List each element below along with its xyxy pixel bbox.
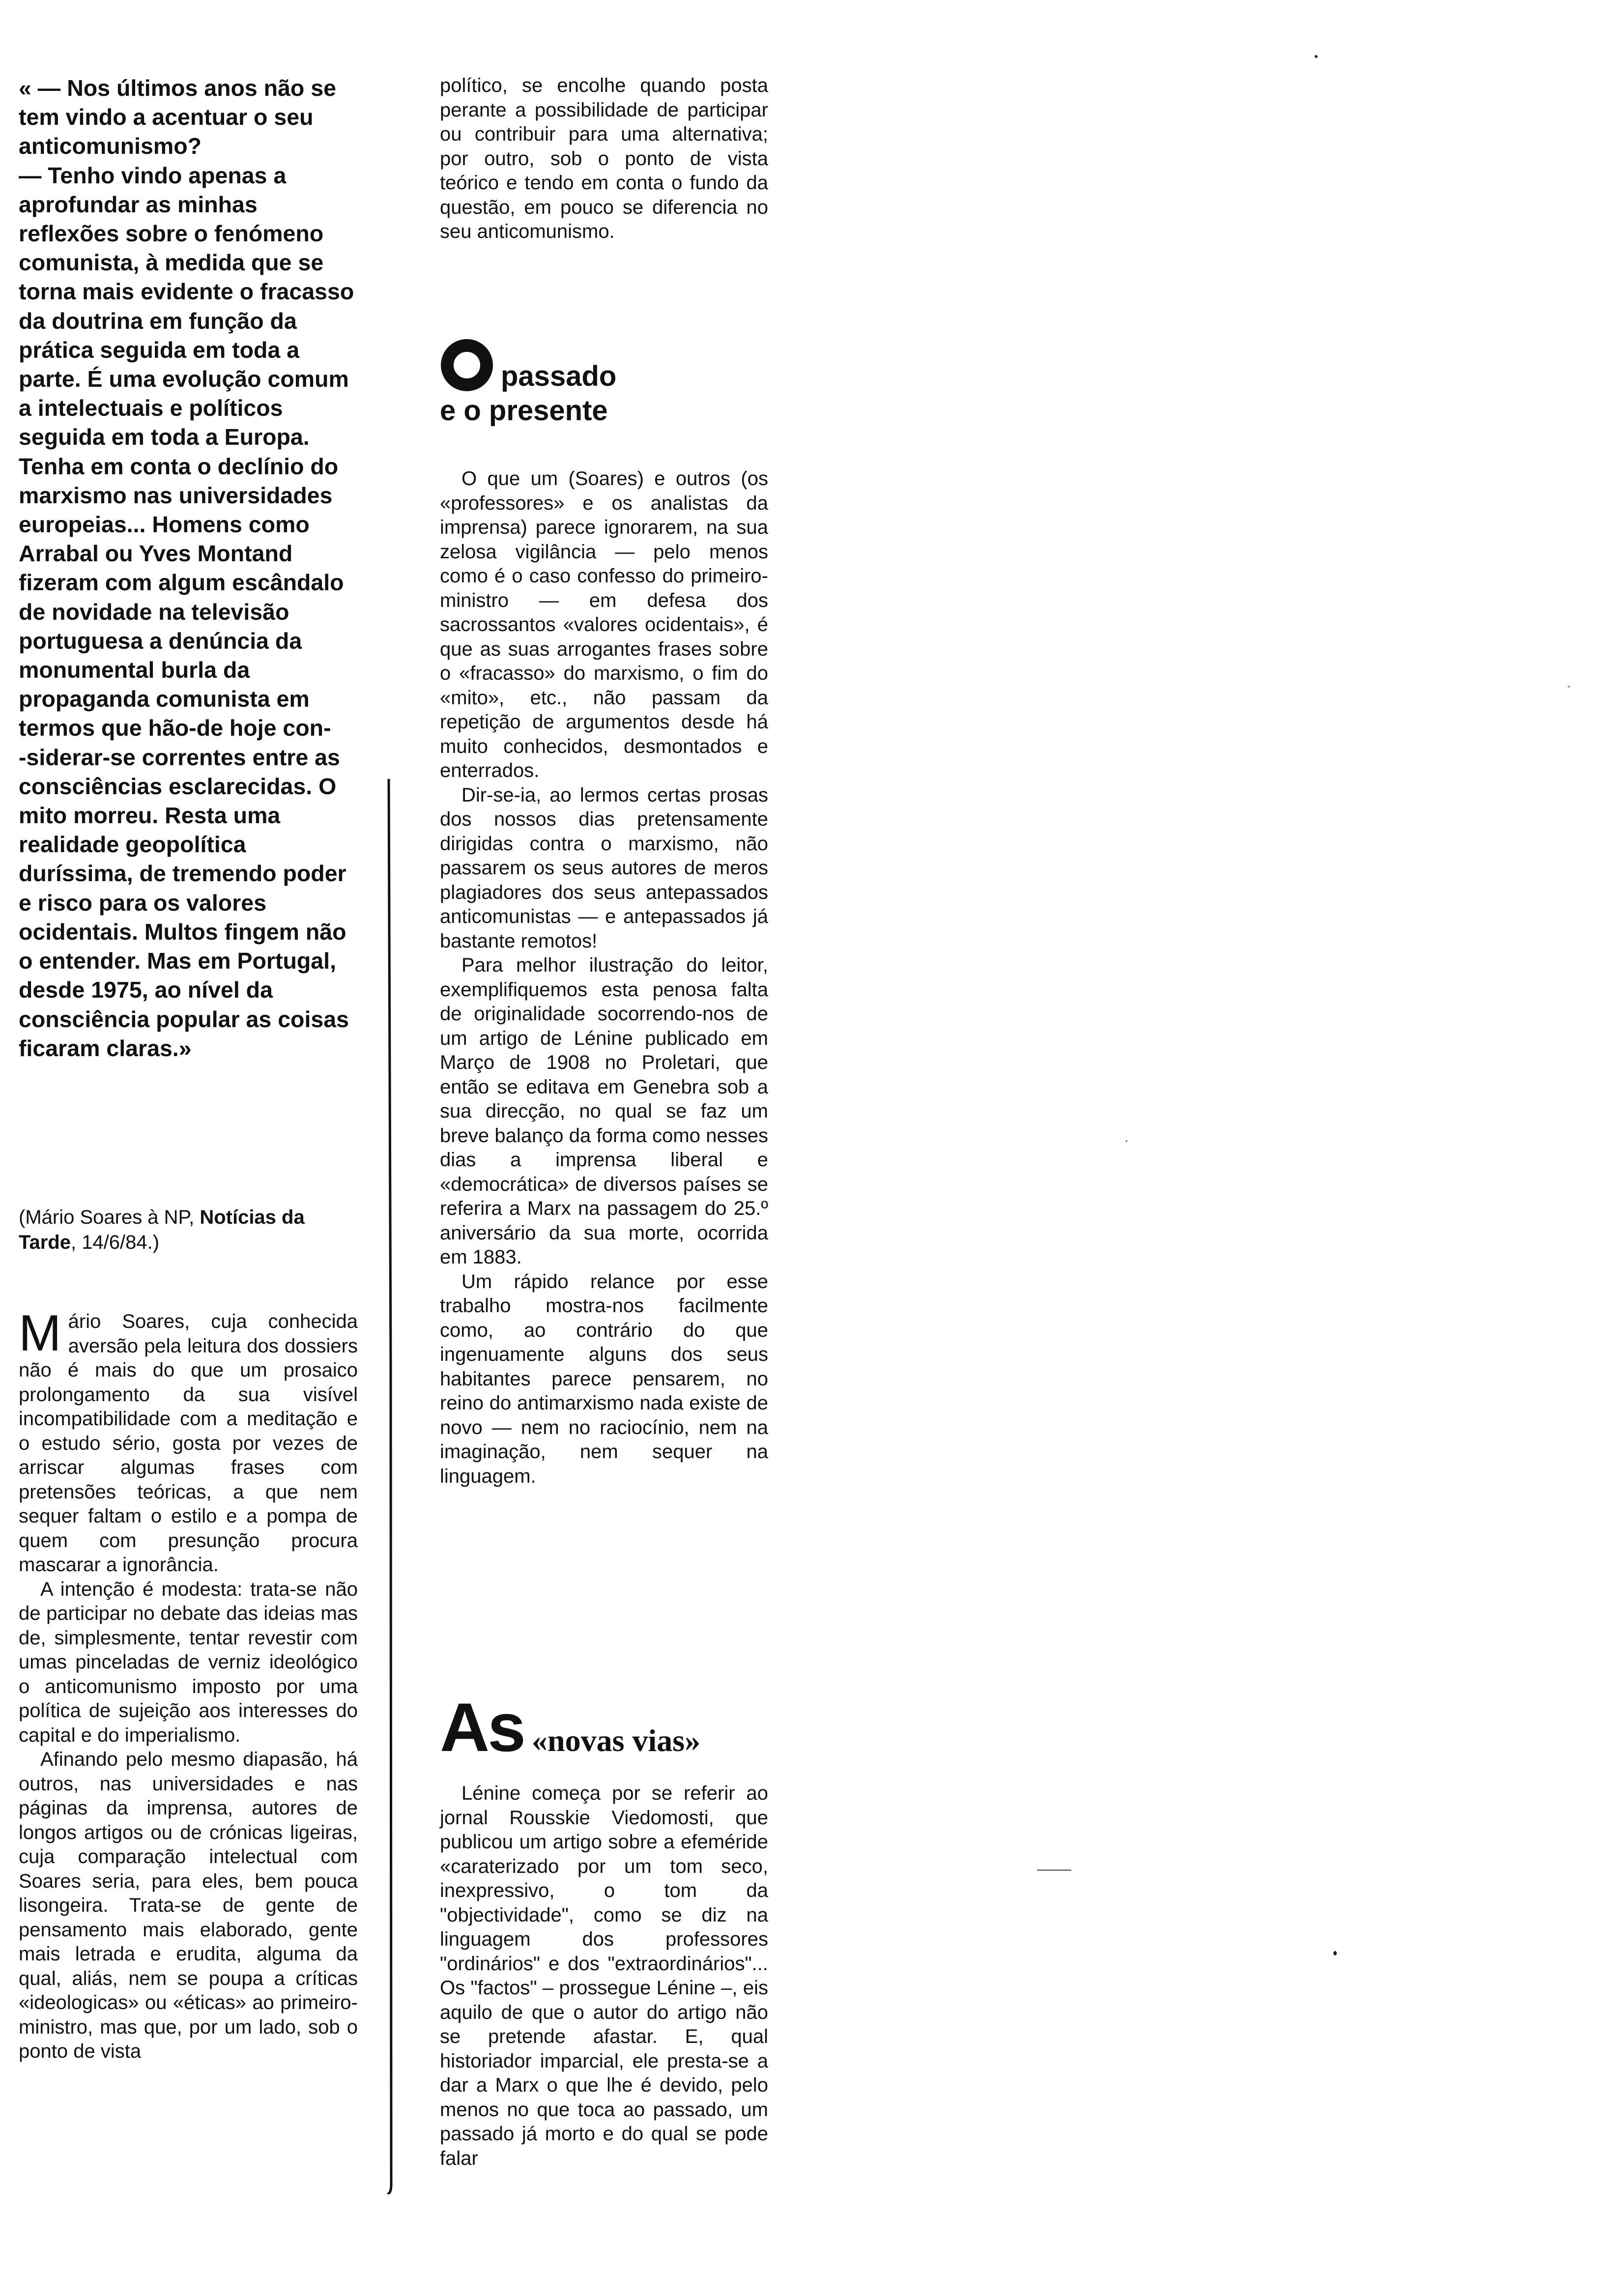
paragraph: Afinando pelo mesmo diapasão, há outros, nas universidades e nas páginas da imprensa, autores de longos artigos ou de crónicas ligeiras, cuja comparação intelectual com Soares seria, para eles, bem pouca lisongeira. Trata-se de gente de pensamento mais elaborado, gente mais letrada e erudita, alguma da qual, aliás, nem se poupa a críticas «ideologicas» ou «éticas» ao primeiro-ministro, mas que, por um lado, sob o ponto de vista (19, 1749, 358, 2062)
subheading-novas-vias (440, 1689, 701, 1766)
scan-speck (1315, 55, 1318, 58)
paragraph: Um rápido relance por esse trabalho mostra-nos facilmente como, ao contrário do que ingenuamente alguns dos seus habitantes parece pensarem, no reino do antimarxismo nada existe de novo — nem no raciocínio, nem na imaginação, nem sequer na linguagem. (440, 1270, 768, 1487)
paragraph: Lénine começa por se referir ao jornal Rousskie Viedomosti, que publicou um artigo sobre a efeméride «caraterizado por um tom seco, inexpressivo, o tom da "objectividade", como se diz na linguagem dos professores "ordinários" e dos "extraordinários"... Os "factos" – prossegue Lénine –, eis aquilo de que o autor do artigo não se pretende afastar. E, qual historiador imparcial, ele presta-se a dar a Marx o que lhe é devido, pelo menos no que toca ao passado, um passado já morto e do qual se pode falar (440, 1782, 768, 2169)
quote-answer: — Tenho vindo apenas a aprofundar as minhas reflexões sobre o fenómeno comunista, à medida que se torna mais evidente o fracasso da doutrina em função da prática seguida em toda a parte. É uma evolução comum a intelectuais e políticos seguida em toda a Europa. Tenha em conta o declínio do marxismo nas universidades europeias... Homens como Arrabal ou Yves Montand fizeram com algum escândalo de novidade na televisão portuguesa a denúncia da monumental burla da propaganda comunista em termos que hão-de hoje con‑ ‑siderar-se correntes entre as consciências esclarecidas. O mito morreu. Resta uma realidade geopolítica duríssima, de tremendo poder e risco para os valores ocidentais. Multos fingem não o entender. Mas em Portugal, desde 1975, ao nível da consciência popular as coisas ficaram claras.» (19, 162, 354, 1061)
paragraph (19, 1305, 358, 1578)
paragraph: A intenção é modesta: trata-se não de participar no debate das ideias mas de, simplesmente, tentar revestir com umas pinceladas de verniz ideológico o anticomunismo imposto por uma política de sujeição aos interesses do capital e do imperialismo. (19, 1578, 358, 1746)
interview-quote (19, 74, 358, 1063)
scan-speck (1037, 1869, 1071, 1871)
scan-speck (1125, 1140, 1127, 1142)
citation-source: Notícias da Tarde (19, 1206, 305, 1253)
paragraph: O que um (Soares) e outros (os «professores» e os analistas da imprensa) parece ignorarem, na sua zelosa vigilância — pelo menos como é o caso confesso do primeiro-ministro — em defesa dos sacrossantos «valores ocidentais», é que as suas arrogantes frases sobre o «fracasso» do marxismo, o fim do «mito», etc., não passam da repetição de argumentos desde há muito conhecidos, desmontados e enterrados. (440, 468, 768, 781)
column-divider-rule (387, 779, 394, 2194)
citation-suffix: , 14/6/84.) (70, 1232, 160, 1253)
column-2-section-2 (440, 1781, 768, 2171)
scan-speck (1333, 1951, 1337, 1955)
subheading-initial: As (440, 1689, 524, 1766)
subheading-line-2: e o presente (440, 395, 608, 427)
drop-cap: M (19, 1305, 61, 1362)
scan-speck (1568, 686, 1570, 688)
paragraph: Dir-se-ia, ao lermos certas prosas dos nossos dias pretensamente dirigidas contra o marxismo, não passarem os seus autores de meros plagiadores dos seus antepassados anticomunistas — e antepassados já bastante remotos! (440, 784, 768, 952)
citation-prefix: (Mário Soares à NP, (19, 1206, 200, 1228)
paragraph: Para melhor ilustração do leitor, exemplifiquemos esta penosa falta de originalidade socorrendo-nos de um artigo de Lénine publicado em Março de 1908 no Proletari, que então se editava em Genebra sob a sua direcção, no qual se faz um breve balanço da forma como nesses dias a imprensa liberal e «democrática» de diversos países se referira a Marx na passagem do 25.º aniversário da sua morte, ocorrida em 1883. (440, 954, 768, 1268)
quote-citation (19, 1205, 358, 1255)
column-1-body (19, 1305, 358, 2064)
quote-question: « — Nos últimos anos não se tem vindo a acentuar o seu anticomunismo? (19, 75, 336, 159)
subheading-rest: «novas vias» (523, 1723, 701, 1758)
paragraph-text: ário Soares, cuja conhecida aversão pela leitura dos dossiers não é mais do que um prosaico prolongamento da sua visível incompatibilidade com a meditação e o estudo sério, gosta por vezes de arriscar algumas frases com pretensões teóricas, a que nem sequer faltam o estilo e a pompa de quem com presunção procura mascarar a ignorância. (19, 1311, 358, 1576)
column-2-top (440, 74, 768, 244)
subheading-line-1: passado (501, 360, 617, 392)
column-2-section-1 (440, 467, 768, 1489)
paragraph: político, se encolhe quando posta perante a possibilidade de participar ou contribuir para uma alternativa; por outro, sob o ponto de vista teórico e tendo em conta o fundo da questão, em pouco se diferencia no seu anticomunismo. (440, 75, 768, 242)
subheading-initial-o (440, 338, 494, 392)
